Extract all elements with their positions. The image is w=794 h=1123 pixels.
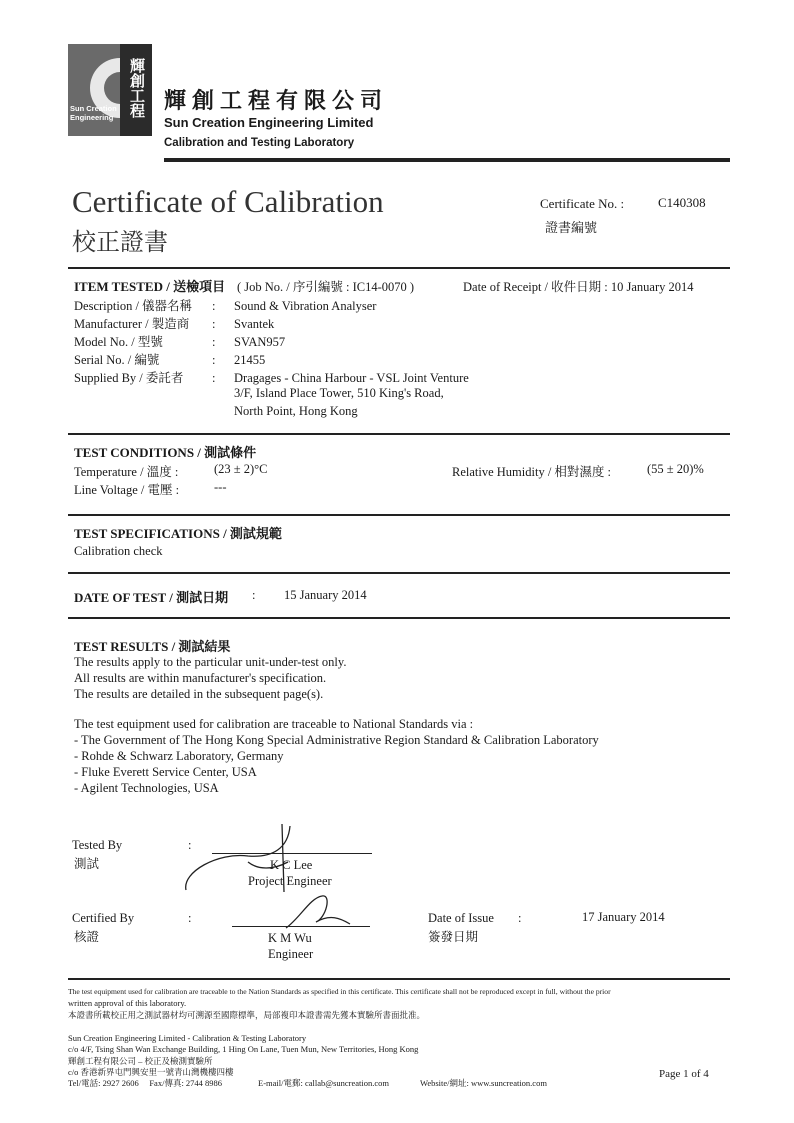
item-sep: : [212,335,216,349]
conditions-rule [68,433,730,435]
date-of-receipt: Date of Receipt / 收件日期 : 10 January 2014 [463,280,694,294]
item-sep: : [212,353,216,367]
item-row [74,314,274,332]
job-number: ( Job No. / 序引編號 : IC14-0070 ) [237,280,415,294]
test-specifications-value: Calibration check [74,544,163,558]
traceable-item: - The Government of The Hong Kong Special Administrative Region Standard & Calibration Laboratory [74,733,599,747]
test-specifications-heading: TEST SPECIFICATIONS / 測試規範 [74,526,282,541]
test-results-heading: TEST RESULTS / 測試結果 [74,639,231,654]
temperature-label: Temperature / 溫度 : [74,465,179,479]
certified-by-sep: : [188,911,192,925]
certificate-title: Certificate of Calibration [72,184,384,219]
footer-address-3: 輝創工程有限公司 – 校正及檢測實驗所 [68,1056,213,1066]
supplier-address-2: North Point, Hong Kong [234,404,358,418]
logo [68,44,152,136]
footer-tel-fax: Tel/電話: 2927 2606 Fax/傳真: 2744 8986 [68,1078,223,1088]
result-line: The results are detailed in the subsequent page(s). [74,687,324,701]
footer-email: E-mail/電郵: callab@suncreation.com [258,1078,390,1088]
traceable-intro: The test equipment used for calibration are traceable to National Standards via : [74,717,474,731]
certificate-number-label-chinese: 證書編號 [545,220,598,235]
footer-address-1: Sun Creation Engineering Limited - Calibration & Testing Laboratory [68,1033,307,1043]
supplier-address-1: 3/F, Island Place Tower, 510 King's Road, [234,386,444,400]
tested-by-name: K C Lee [270,858,313,872]
result-line: All results are within manufacturer's specification. [74,671,327,685]
test-conditions-heading: TEST CONDITIONS / 測試條件 [74,445,257,460]
certified-by-name: K M Wu [268,931,312,945]
item-sep: : [212,299,216,313]
footer-note-2: written approval of this laboratory. [68,998,187,1008]
company-name-english: Sun Creation Engineering Limited [164,115,374,130]
footer-note-3: 本證書所載校正用之測試器材均可溯源至國際標準，局部複印本證書需先獲本實驗所書面批准。 [68,1010,426,1020]
temperature-value: (23 ± 2)°C [214,462,268,476]
item-label: Supplied By / 委託者 [74,371,184,385]
humidity-label: Relative Humidity / 相對濕度 : [452,465,612,479]
date-of-issue-label-chinese: 簽發日期 [428,930,479,944]
item-rule [68,267,730,269]
item-label: Model No. / 型號 [74,335,163,349]
item-row [74,368,469,386]
date-of-issue-sep: : [518,911,522,925]
tested-by-sep: : [188,838,192,852]
certified-signature-line [232,926,370,927]
footer-address-2: c/o 4/F, Tsing Shan Wan Exchange Building, 1 Hing On Lane, Tuen Mun, New Territories, Hong Kong [68,1044,419,1054]
certified-by-title: Engineer [268,947,314,961]
item-label: Manufacturer / 製造商 [74,317,190,331]
item-value: Sound & Vibration Analyser [234,299,377,313]
item-tested-heading: ITEM TESTED / 送檢項目 [74,279,226,294]
result-line: The results apply to the particular unit-under-test only. [74,655,347,669]
certificate-number-label: Certificate No. : [540,196,625,211]
date-of-test-sep: : [252,588,256,602]
date-of-issue-label: Date of Issue [428,911,494,925]
item-value: 21455 [234,353,266,367]
logo-chinese: 輝創工程 [128,58,145,118]
item-sep: : [212,371,216,385]
results-rule [68,617,730,619]
item-value: SVAN957 [234,335,286,349]
item-row [74,296,376,314]
item-value: Svantek [234,317,275,331]
traceable-item: - Agilent Technologies, USA [74,781,219,795]
date-of-issue-value: 17 January 2014 [582,910,665,924]
footer-rule [68,978,730,980]
tested-by-label: Tested By [72,838,123,852]
humidity-value: (55 ± 20)% [647,462,704,476]
date-rule [68,572,730,574]
date-of-test-heading: DATE OF TEST / 測試日期 [74,590,229,605]
item-row [74,350,265,368]
voltage-label: Line Voltage / 電壓 : [74,483,180,497]
certified-by-label-chinese: 核證 [74,930,100,944]
traceable-item: - Fluke Everett Service Center, USA [74,765,257,779]
footer-address-4: c/o 香港新界屯門興安里一號青山灣機樓四樓 [68,1067,234,1077]
header-rule [164,158,730,162]
tested-signature-line [212,853,372,854]
item-label: Description / 儀器名稱 [74,299,193,313]
footer-website: Website/網址: www.suncreation.com [420,1078,547,1088]
certificate-title-chinese: 校正證書 [72,230,168,256]
company-name-chinese: 輝創工程有限公司 [164,88,389,113]
item-row [74,332,285,350]
item-value: Dragages - China Harbour - VSL Joint Venture [234,371,469,385]
voltage-value: --- [214,480,227,494]
tested-by-label-chinese: 測試 [74,857,100,871]
certificate-number: C140308 [658,195,706,210]
company-lab: Calibration and Testing Laboratory [164,137,355,149]
tested-by-title: Project Engineer [248,874,332,888]
item-label: Serial No. / 編號 [74,353,160,367]
footer-note-1: The test equipment used for calibration are traceable to the Nation Standards as specified in this certificate. This certificate shall not be reproduced except in full, without the prior [68,987,611,996]
date-of-test-value: 15 January 2014 [284,588,367,602]
logo-text: Sun Creation Engineering [70,104,117,122]
page-number: Page 1 of 4 [659,1068,709,1080]
item-sep: : [212,317,216,331]
certified-by-label: Certified By [72,911,135,925]
specs-rule [68,514,730,516]
traceable-item: - Rohde & Schwarz Laboratory, Germany [74,749,284,763]
